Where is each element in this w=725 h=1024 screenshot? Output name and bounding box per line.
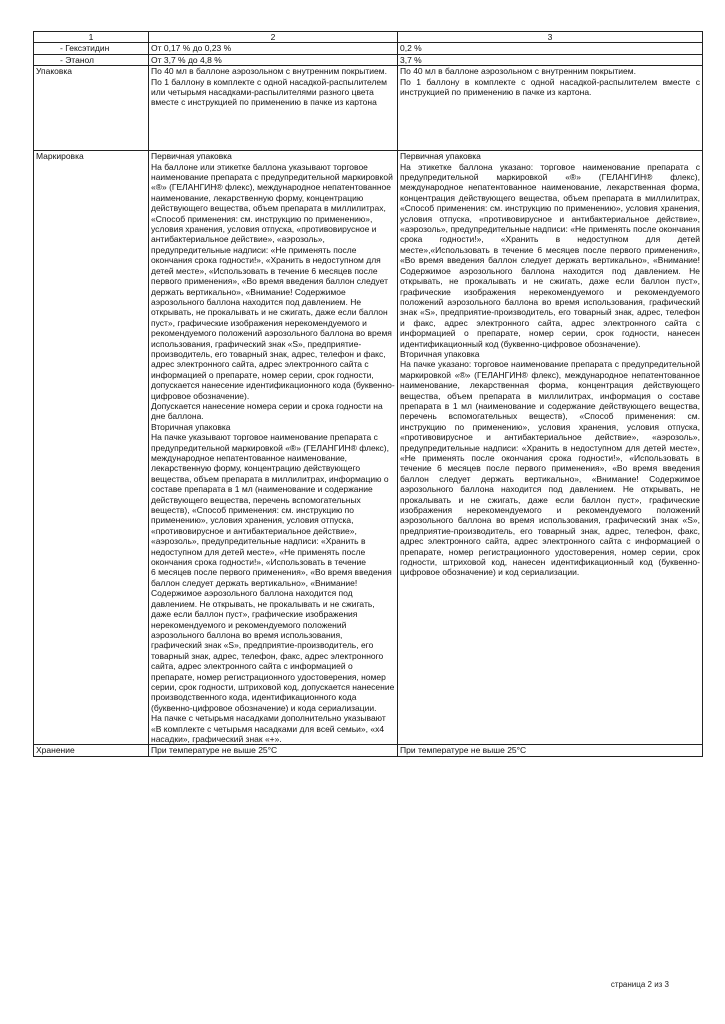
header-col-1: 1: [34, 32, 149, 43]
header-col-3: 3: [398, 32, 703, 43]
header-row: [34, 32, 703, 43]
ethanol-value: 3,7 %: [398, 54, 703, 65]
ethanol-range: От 3,7 % до 4,8 %: [149, 54, 398, 65]
page-number: страница 2 из 3: [610, 980, 669, 989]
marking-current: Первичная упаковка На этикетке баллона указано: торговое наименование препарата с предупредительной маркировкой «®» (ГЕЛАНГИН® флекс), международное непатентованное наименование, лекарственная форма, концентрация действующего вещества, объем препарата в миллилитрах, «Способ применения: см. инструкцию по применению», условия хранения, условия отпуска, «противовирусное и антибактериальное действие», «аэрозоль», предупредительные надписи: «Не применять после окончания срока годности!», «Хранить в недоступном для детей месте»,«Использовать в течение 6 месяцев после первого применения», «Во время введения баллон следует держать вертикально», «Внимание! Содержимое аэрозольного баллона находится под давлением. Не открывать, не прокалывать и не сжигать, даже если баллон пуст», графические изображения нерекомендуемого и рекомендуемого положений аэрозольного баллона во время использования, графический знак «S», предприятие-производитель, его товарный знак, адрес, телефон и факс, адрес электронного сайта, адрес электронного сайта с информацией о препарате, номер серии, срок годности, нанесен идентификационный код (буквенно-цифровое обозначение). Вторичная упаковка На пачке указано: торговое наименование препарата с предупредительной маркировкой «®» (ГЕЛАНГИН® флекс), международное непатентованное наименование, лекарственная форма, концентрация действующего вещества, объем препарата в миллилитрах, информация о составе препарата в 1 мл (наименование и содержание действующего вещества, перечень вспомогательных веществ), «Способ применения: см. инструкцию по применению», условия хранения, условия отпуска, «противовирусное и антибактериальное действие», «аэрозоль», предупредительные надписи: «Хранить в недоступном для детей месте», «Не применять после окончания срока годности!», «Использовать в течение 6 месяцев после первого применения», «Во время введения баллон следует держать вертикально», «Внимание! Содержимое аэрозольного баллона находится под давлением. Не открывать, не прокалывать и не сжигать, даже если баллон пуст», графические изображения нерекомендуемого и рекомендуемого положений аэрозольного баллона во время использования, графический знак «S», предприятие-производитель, его товарный знак, адрес, телефон, факс, адрес электронного сайта, адрес электронного сайта с информацией о препарате, номер регистрационного удостоверения, номер серии, срок годности, штриховой код, нанесен идентификационный код (буквенно-цифровое обозначение) и код сериализации.: [398, 151, 703, 745]
row-label-ethanol: - Этанол: [34, 54, 149, 65]
table-row-hexetidine: [34, 43, 703, 54]
hexetidine-value: 0,2 %: [398, 43, 703, 54]
row-label-storage: Хранение: [34, 745, 149, 756]
marking-proposed: Первичная упаковка На баллоне или этикетке баллона указывают торговое наименование препарата с предупредительной маркировкой «®» (ГЕЛАНГИН® флекс), международное непатентованное наименование, лекарственную форму, концентрацию действующего вещества, объем препарата в миллилитрах, «Способ применения: см. инструкцию по применению», условия хранения, условия отпуска, «противовирусное и антибактериальное действие», «аэрозоль», предупредительные надписи: «Не применять после окончания срока годности!», «Хранить в недоступном для детей месте», «Использовать в течение 6 месяцев после первого применения», «Во время введения баллон следует держать вертикально», «Внимание! Содержимое аэрозольного баллона находится под давлением. Не открывать, не прокалывать и не сжигать, даже если баллон пуст», графические изображения нерекомендуемого и рекомендуемого положений аэрозольного баллона во время использования, графический знак «S», предприятие-производитель, его товарный знак, адрес, телефон и факс, адрес электронного сайта, адрес электронного сайта с информацией о препарате, номер серии, срок годности, допускается нанесение идентификационного кода (буквенно-цифровое обозначение). Допускается нанесение номера серии и срока годности на дне баллона. Вторичная упаковка На пачке указывают торговое наименование препарата с предупредительной маркировкой «®» (ГЕЛАНГИН® флекс), международное непатентованное наименование, лекарственную форму, концентрацию действующего вещества, объем препарата в миллилитрах, информацию о составе препарата в 1 мл (наименование и содержание действующего вещества, перечень вспомогательных веществ), «Способ применения: см. инструкцию по применению», условия хранения, условия отпуска, «противовирусное и антибактериальное действие», «аэрозоль», предупредительные надписи: «Хранить в недоступном для детей месте», «Не применять после окончания срока годности!», «Использовать в течение 6 месяцев после первого применения», «Во время введения баллон следует держать вертикально», «Внимание! Содержимое аэрозольного баллона находится под давлением. Не открывать, не прокалывать и не сжигать, даже если баллон пуст», графические изображения нерекомендуемого и рекомендуемого положений аэрозольного баллона во время использования, графический знак «S», предприятие-производитель, его товарный знак, адрес, телефон, факс, адрес электронного сайта, адрес электронного сайта с информацией о препарате, номер регистрационного удостоверения, номер серии, срок годности, штриховой код, допускается нанесение производственного кода, идентификационного кода (буквенно-цифровое обозначение) и кода сериализации. На пачке с четырьмя насадками дополнительно указывают «В комплекте с четырьмя насадками для всей семьи», «х4 насадки», графический знак «+».: [149, 151, 398, 745]
table-row-storage: [34, 745, 703, 756]
header-col-2: 2: [149, 32, 398, 43]
row-label-marking: Маркировка: [34, 151, 149, 745]
table-row-packaging: [34, 66, 703, 151]
storage-proposed: При температуре не выше 25°С: [149, 745, 398, 756]
packaging-proposed: По 40 мл в баллоне аэрозольном с внутренним покрытием. По 1 баллону в комплекте с одной насадкой-распылителем или четырьмя насадками-распылителями разного цвета вместе с инструкцией по применению в пачке из картона: [149, 66, 398, 151]
comparison-table: [33, 31, 703, 757]
row-label-packaging: Упаковка: [34, 66, 149, 151]
packaging-current: По 40 мл в баллоне аэрозольном с внутренним покрытием. По 1 баллону в комплекте с одной насадкой-распылителем вместе с инструкцией по применению в пачке из картона.: [398, 66, 703, 151]
table-row-ethanol: [34, 54, 703, 65]
row-label-hexetidine: - Гексэтидин: [34, 43, 149, 54]
table-row-marking: [34, 151, 703, 745]
hexetidine-range: От 0,17 % до 0,23 %: [149, 43, 398, 54]
storage-current: При температуре не выше 25°С: [398, 745, 703, 756]
